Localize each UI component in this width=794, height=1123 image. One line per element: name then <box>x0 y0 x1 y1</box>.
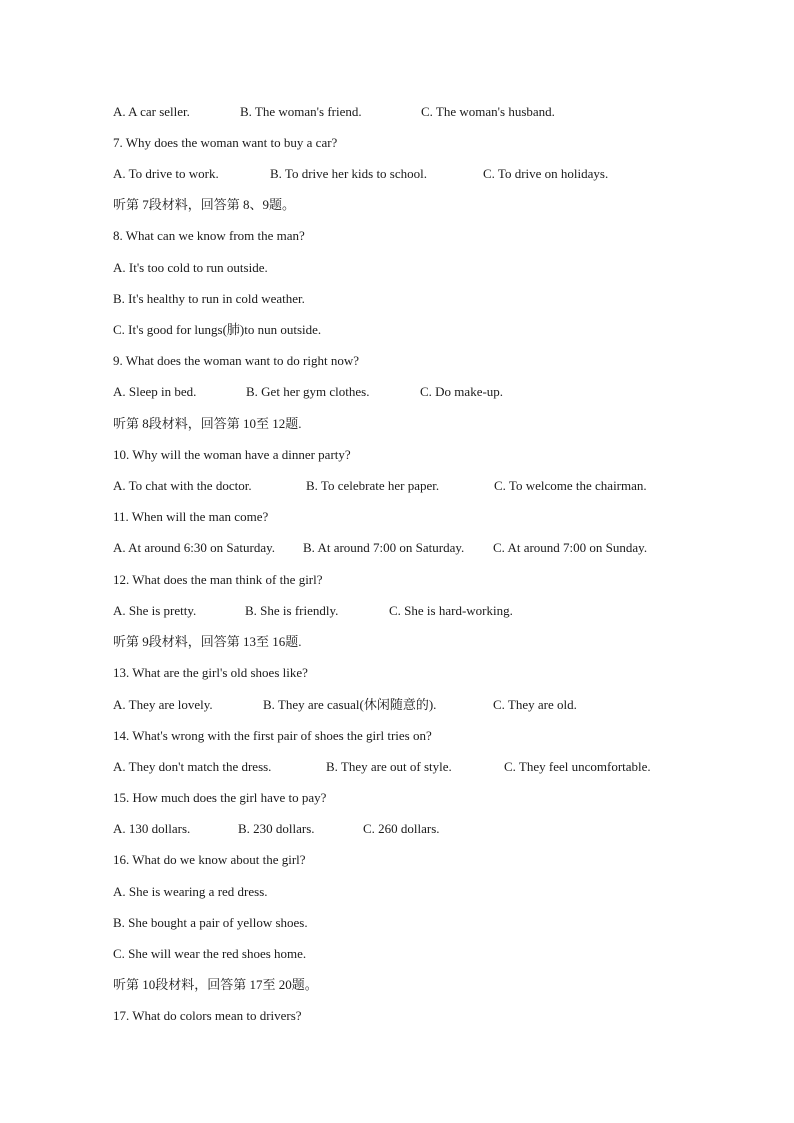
answer-option-16b: B. She bought a pair of yellow shoes. <box>113 915 308 930</box>
option-a: A. Sleep in bed. <box>113 384 197 399</box>
answer-option-16a: A. She is wearing a red dress. <box>113 884 268 899</box>
answer-option-8c: C. It's good for lungs(肺)to nun outside. <box>113 322 322 337</box>
option-b: B. At around 7:00 on Saturday. <box>303 540 465 555</box>
question-7: 7. Why does the woman want to buy a car? <box>113 135 338 150</box>
option-c: C. 260 dollars. <box>363 821 440 836</box>
section-heading-10: 听第 10段材料，回答第 17至 20题。 <box>113 977 318 992</box>
option-b: B. The woman's friend. <box>240 104 362 119</box>
answer-option-16c: C. She will wear the red shoes home. <box>113 946 307 961</box>
option-b: B. Get her gym clothes. <box>246 384 370 399</box>
question-8: 8. What can we know from the man? <box>113 228 305 243</box>
question-17: 17. What do colors mean to drivers? <box>113 1008 302 1023</box>
option-c: C. They feel uncomfortable. <box>504 759 651 774</box>
option-a: A. At around 6:30 on Saturday. <box>113 540 275 555</box>
option-b: B. They are out of style. <box>326 759 452 774</box>
option-c: C. They are old. <box>493 697 577 712</box>
section-heading-8: 听第 8段材料，回答第 10至 12题. <box>113 416 302 431</box>
option-b: B. She is friendly. <box>245 603 339 618</box>
question-10: 10. Why will the woman have a dinner party? <box>113 447 351 462</box>
option-b: B. To celebrate her paper. <box>306 478 440 493</box>
option-c: C. Do make-up. <box>420 384 504 399</box>
option-c: C. To welcome the chairman. <box>494 478 647 493</box>
option-c: C. At around 7:00 on Sunday. <box>493 540 648 555</box>
section-heading-9: 听第 9段材料，回答第 13至 16题. <box>113 634 302 649</box>
section-heading-7: 听第 7段材料，回答第 8、9题。 <box>113 197 296 212</box>
option-b: B. 230 dollars. <box>238 821 315 836</box>
option-a: A. To drive to work. <box>113 166 219 181</box>
option-b: B. To drive her kids to school. <box>270 166 428 181</box>
question-9: 9. What does the woman want to do right now? <box>113 353 359 368</box>
answer-option-8b: B. It's healthy to run in cold weather. <box>113 291 305 306</box>
option-c: C. To drive on holidays. <box>483 166 609 181</box>
question-15: 15. How much does the girl have to pay? <box>113 790 327 805</box>
option-a: A. They don't match the dress. <box>113 759 272 774</box>
option-c: C. The woman's husband. <box>421 104 555 119</box>
answer-option-8a: A. It's too cold to run outside. <box>113 260 268 275</box>
question-16: 16. What do we know about the girl? <box>113 852 306 867</box>
option-a: A. They are lovely. <box>113 697 213 712</box>
question-13: 13. What are the girl's old shoes like? <box>113 665 308 680</box>
option-c: C. She is hard-working. <box>389 603 513 618</box>
option-a: A. 130 dollars. <box>113 821 191 836</box>
option-b: B. They are casual(休闲随意的). <box>263 697 437 712</box>
question-12: 12. What does the man think of the girl? <box>113 572 323 587</box>
question-11: 11. When will the man come? <box>113 509 269 524</box>
option-a: A. To chat with the doctor. <box>113 478 252 493</box>
option-a: A. A car seller. <box>113 104 190 119</box>
question-14: 14. What's wrong with the first pair of shoes the girl tries on? <box>113 728 432 743</box>
option-a: A. She is pretty. <box>113 603 197 618</box>
